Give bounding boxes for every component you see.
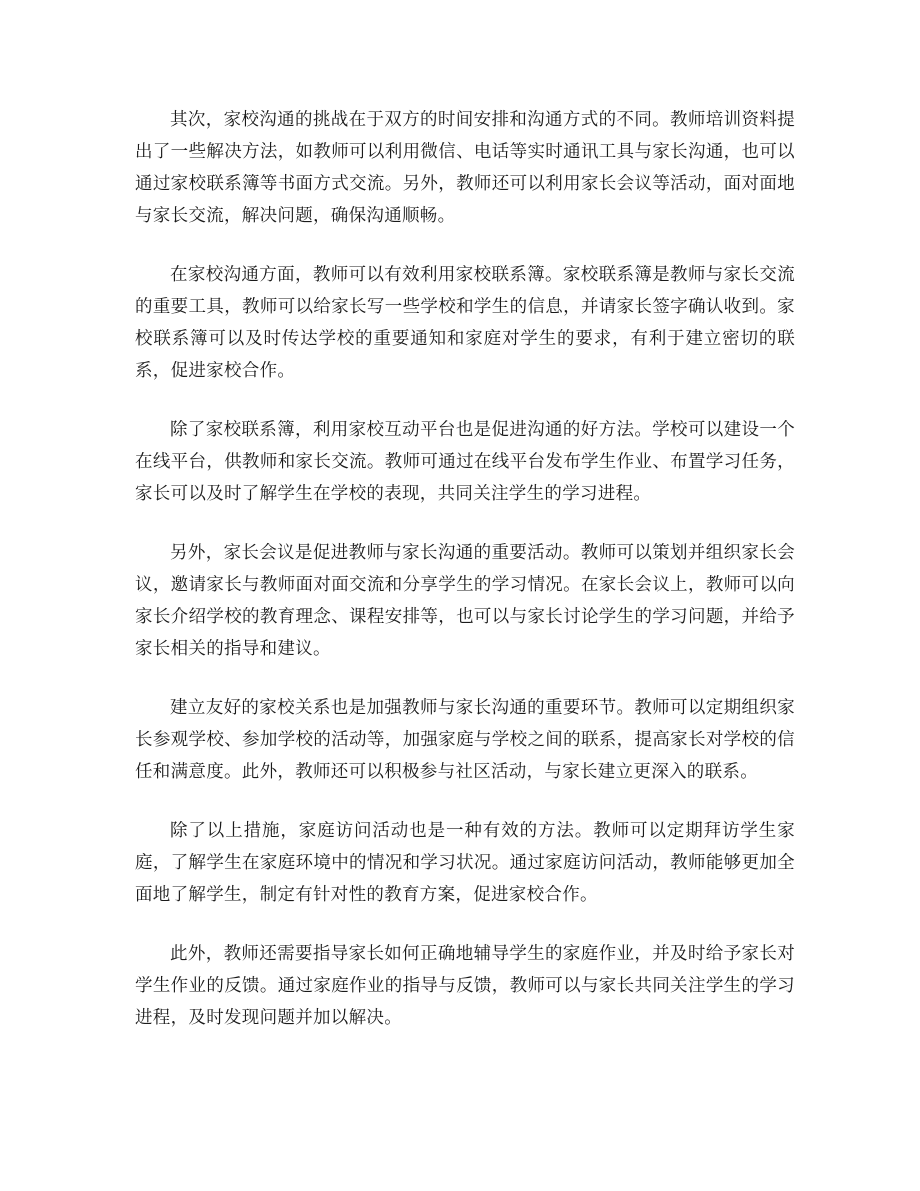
paragraph-4: 另外，家长会议是促进教师与家长沟通的重要活动。教师可以策划并组织家长会议，邀请家长与教师面对面交流和分享学生的学习情况。在家长会议上，教师可以向家长介绍学校的教育理念、课程安排等，也可以与家长讨论学生的学习问题，并给予家长相关的指导和建议。 bbox=[135, 543, 795, 659]
paragraph-1: 其次，家校沟通的挑战在于双方的时间安排和沟通方式的不同。教师培训资料提出了一些解决方法，如教师可以利用微信、电话等实时通讯工具与家长沟通，也可以通过家校联系簿等书面方式交流。另外，教师还可以利用家长会议等活动，面对面地与家长交流，解决问题，确保沟通顺畅。 bbox=[135, 110, 795, 226]
paragraph-2: 在家校沟通方面，教师可以有效利用家校联系簿。家校联系簿是教师与家长交流的重要工具，教师可以给家长写一些学校和学生的信息，并请家长签字确认收到。家校联系簿可以及时传达学校的重要通知和家庭对学生的要求，有利于建立密切的联系，促进家校合作。 bbox=[135, 265, 795, 381]
paragraph-7: 此外，教师还需要指导家长如何正确地辅导学生的家庭作业，并及时给予家长对学生作业的反馈。通过家庭作业的指导与反馈，教师可以与家长共同关注学生的学习进程，及时发现问题并加以解决。 bbox=[135, 944, 795, 1028]
paragraph-3: 除了家校联系簿，利用家校互动平台也是促进沟通的好方法。学校可以建设一个在线平台，供教师和家长交流。教师可通过在线平台发布学生作业、布置学习任务，家长可以及时了解学生在学校的表现，共同关注学生的学习进程。 bbox=[135, 420, 795, 504]
paragraph-5: 建立友好的家校关系也是加强教师与家长沟通的重要环节。教师可以定期组织家长参观学校、参加学校的活动等，加强家庭与学校之间的联系，提高家长对学校的信任和满意度。此外，教师还可以积极参与社区活动，与家长建立更深入的联系。 bbox=[135, 698, 795, 782]
paragraph-6: 除了以上措施，家庭访问活动也是一种有效的方法。教师可以定期拜访学生家庭，了解学生在家庭环境中的情况和学习状况。通过家庭访问活动，教师能够更加全面地了解学生，制定有针对性的教育方案，促进家校合作。 bbox=[135, 821, 795, 905]
document-body bbox=[135, 104, 795, 1061]
